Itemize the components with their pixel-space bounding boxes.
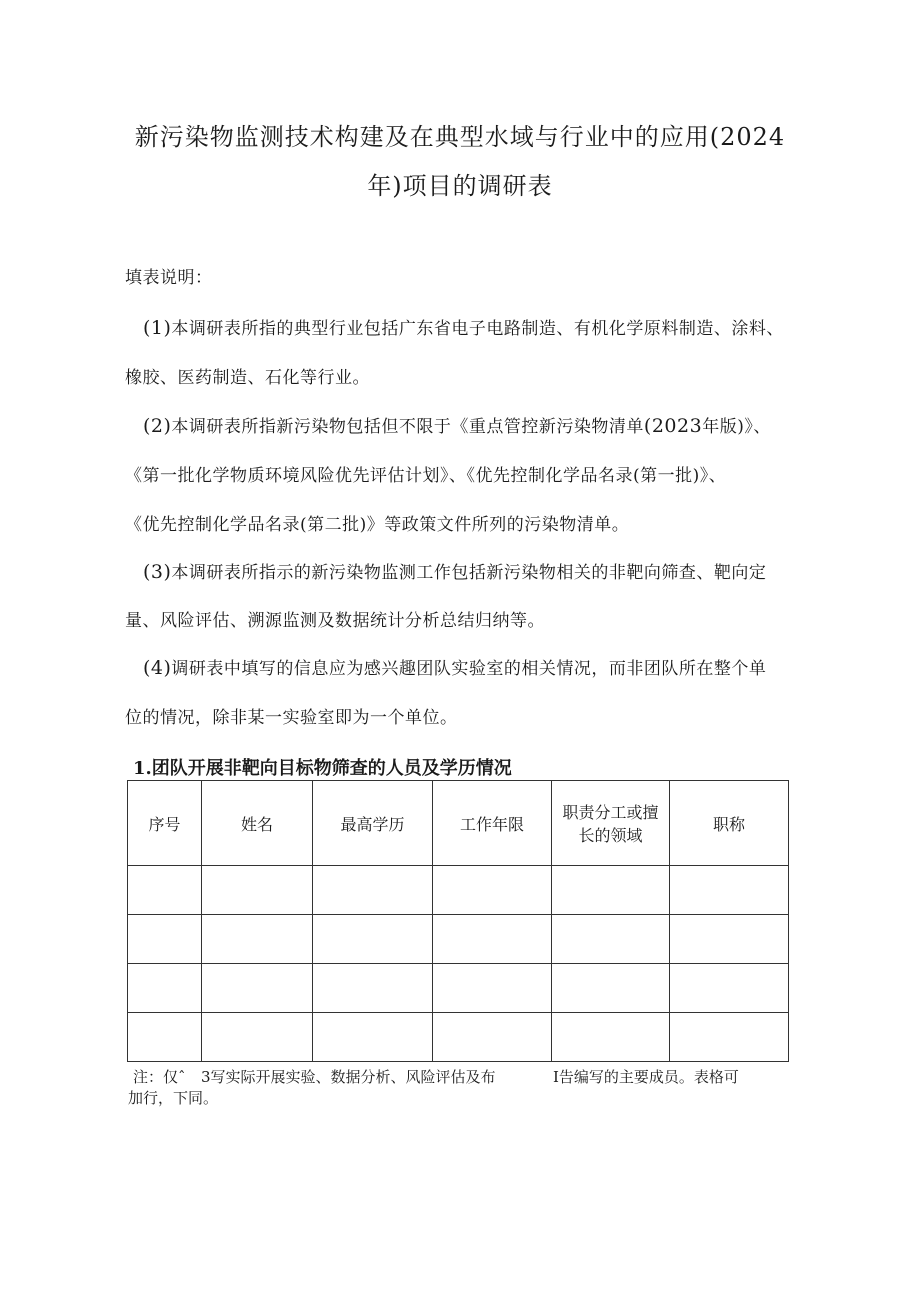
table-cell[interactable] — [552, 866, 670, 915]
instruction-2-line-1 — [143, 412, 771, 437]
section-1-title: 1.团队开展非靶向目标物筛查的人员及学历情况 — [133, 758, 512, 779]
table-cell[interactable] — [313, 1013, 433, 1062]
column-header-responsibility-line-2: 长的领域 — [578, 826, 643, 845]
table-note-part-3: I告编写的主要成员。表格可 — [553, 1068, 739, 1086]
table-cell[interactable] — [313, 915, 433, 964]
column-header-responsibility — [552, 781, 670, 866]
instruction-1-line-2: 橡胶、医药制造、石化等行业。 — [125, 368, 370, 388]
column-header-index: 序号 — [128, 781, 202, 866]
instruction-1-text: 本调研表所指的典型行业包括广东省电子电路制造、有机化学原料制造、涂料、 — [171, 319, 784, 339]
table-note-line-2: 加行，下同。 — [128, 1089, 219, 1107]
table-row — [128, 866, 789, 915]
instruction-2-text: 本调研表所指新污染物包括但不限于《重点管控新污染物清单 — [171, 417, 644, 437]
instruction-3-line-1 — [143, 558, 766, 583]
column-header-title: 职称 — [670, 781, 789, 866]
table-cell[interactable] — [128, 964, 202, 1013]
instruction-1-number: (1) — [143, 317, 172, 339]
table-cell[interactable] — [552, 1013, 670, 1062]
table-cell[interactable] — [202, 866, 313, 915]
instruction-4-number: (4) — [143, 657, 172, 679]
instruction-2-text-end: 年版)》、 — [702, 417, 771, 437]
document-title-line-2: 年)项目的调研表 — [367, 172, 553, 200]
instruction-4-line-1 — [143, 654, 766, 679]
table-cell[interactable] — [670, 915, 789, 964]
table-note-part-1: 注：仅ˆ — [133, 1068, 186, 1086]
table-note-part-2: 3写实际开展实验、数据分析、风险评估及布 — [201, 1068, 496, 1086]
table-row — [128, 964, 789, 1013]
table-cell[interactable] — [433, 1013, 552, 1062]
table-cell[interactable] — [128, 1013, 202, 1062]
table-cell[interactable] — [202, 964, 313, 1013]
table-cell[interactable] — [202, 1013, 313, 1062]
instruction-2-number: (2) — [143, 415, 172, 437]
table-row — [128, 915, 789, 964]
instruction-2-line-3: 《优先控制化学品名录(第二批)》等政策文件所列的污染物清单。 — [125, 515, 630, 535]
column-header-responsibility-line-1: 职责分工或擅 — [562, 803, 659, 822]
table-row — [128, 1013, 789, 1062]
table-cell[interactable] — [670, 866, 789, 915]
instruction-2-year: (2023 — [643, 415, 703, 437]
table-cell[interactable] — [670, 1013, 789, 1062]
table-header-row — [128, 781, 789, 866]
table-cell[interactable] — [128, 866, 202, 915]
table-cell[interactable] — [313, 866, 433, 915]
instruction-3-number: (3) — [143, 561, 172, 583]
table-cell[interactable] — [552, 915, 670, 964]
instruction-3-text: 本调研表所指示的新污染物监测工作包括新污染物相关的非靶向筛查、靶向定 — [171, 563, 767, 583]
column-header-years: 工作年限 — [433, 781, 552, 866]
instruction-3-line-2: 量、风险评估、溯源监测及数据统计分析总结归纳等。 — [125, 611, 545, 631]
column-header-name: 姓名 — [202, 781, 313, 866]
table-cell[interactable] — [433, 964, 552, 1013]
instruction-4-line-2: 位的情况，除非某一实验室即为一个单位。 — [125, 708, 458, 728]
personnel-table — [127, 780, 789, 1062]
column-header-education: 最高学历 — [313, 781, 433, 866]
instruction-4-text: 调研表中填写的信息应为感兴趣团队实验室的相关情况，而非团队所在整个单 — [171, 659, 767, 679]
instruction-2-line-2: 《第一批化学物质环境风险优先评估计划》、《优先控制化学品名录(第一批)》、 — [125, 466, 727, 486]
instructions-heading: 填表说明： — [125, 268, 213, 288]
table-cell[interactable] — [552, 964, 670, 1013]
table-cell[interactable] — [128, 915, 202, 964]
table-cell[interactable] — [433, 915, 552, 964]
table-cell[interactable] — [670, 964, 789, 1013]
instruction-1-line-1 — [143, 314, 784, 339]
table-cell[interactable] — [313, 964, 433, 1013]
table-cell[interactable] — [202, 915, 313, 964]
document-title-line-1: 新污染物监测技术构建及在典型水域与行业中的应用(2024 — [134, 123, 786, 151]
table-note-line-1 — [133, 1066, 739, 1087]
table-cell[interactable] — [433, 866, 552, 915]
